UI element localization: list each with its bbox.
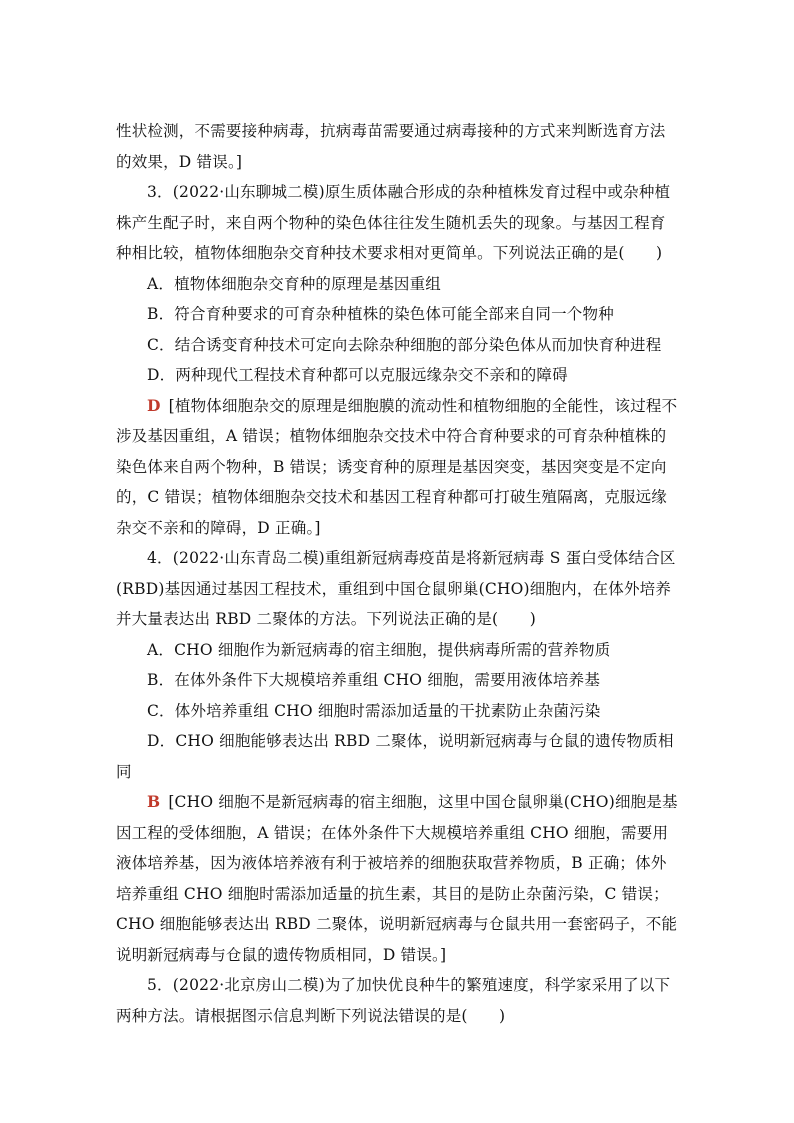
question-3-option-a: A．植物体细胞杂交育种的原理是基因重组: [147, 274, 441, 293]
question-5-stem: 5．(2022·北京房山二模)为了加快优良种牛的繁殖速度，科学家采用了以下两种方法。请根据图示信息判断下列说法错误的是( ): [116, 976, 671, 1025]
question-4-option-d: D．CHO 细胞能够表达出 RBD 二聚体，说明新冠病毒与仓鼠的遗传物质相同: [116, 732, 674, 781]
question-3-answer: D: [147, 395, 161, 415]
question-4-option-a: A．CHO 细胞作为新冠病毒的宿主细胞，提供病毒所需的营养物质: [147, 640, 611, 659]
question-3-option-b: B．符合育种要求的可育杂种植株的染色体可能全部来自同一个物种: [147, 305, 614, 323]
question-4-answer-block: [116, 787, 678, 970]
question-4-option-b: B．在体外条件下大规模培养重组 CHO 细胞，需要用液体培养基: [147, 671, 601, 689]
continuation-line-2: 的效果，D 错误。]: [116, 152, 243, 171]
document-page: [116, 116, 678, 1031]
question-3-answer-block: [116, 391, 678, 544]
continuation-line-1: 性状检测，不需要接种病毒，抗病毒苗需要通过病毒接种的方式来判断选育方法: [116, 122, 666, 140]
question-4-answer: B: [147, 792, 161, 811]
question-4-option-c: C．体外培养重组 CHO 细胞时需添加适量的干扰素防止杂菌污染: [147, 701, 601, 720]
question-3-explanation: [植物体细胞杂交的原理是细胞膜的流动性和植物细胞的全能性，该过程不涉及基因重组，A 错误；植物体细胞杂交技术中符合育种要求的可育杂种植株的染色体来自两个物种，B 错误；诱变育种的原理是基因突变，基因突变是不定向的，C 错误；植物体细胞杂交技术和基因工程育种都可打破生殖隔离，克服远缘杂交不亲和的障碍，D 正确。]: [116, 396, 678, 537]
question-3-option-c: C．结合诱变育种技术可定向去除杂种细胞的部分染色体从而加快育种进程: [147, 335, 662, 354]
question-3-option-d: D．两种现代工程技术育种都可以克服远缘杂交不亲和的障碍: [147, 366, 568, 384]
question-3-stem: 3．(2022·山东聊城二模)原生质体融合形成的杂种植株发育过程中或杂种植株产生配子时，来自两个物种的染色体往往发生随机丢失的现象。与基因工程育种相比较，植物体细胞杂交育种技术要求相对更简单。下列说法正确的是( ): [116, 183, 671, 262]
question-4-explanation: [CHO 细胞不是新冠病毒的宿主细胞，这里中国仓鼠卵巢(CHO)细胞是基因工程的受体细胞，A 错误；在体外条件下大规模培养重组 CHO 细胞，需要用液体培养基，因为液体培养液有利于被培养的细胞获取营养物质，B 正确；体外培养重组 CHO 细胞时需添加适量的抗生素，其目的是防止杂菌污染，C 错误；CHO 细胞能够表达出 RBD 二聚体，说明新冠病毒与仓鼠共用一套密码子，不能说明新冠病毒与仓鼠的遗传物质相同，D 错误。]: [116, 793, 678, 964]
continuation-text: [116, 116, 678, 177]
question-4-stem: 4．(2022·山东青岛二模)重组新冠病毒疫苗是将新冠病毒 S 蛋白受体结合区(RBD)基因通过基因工程技术，重组到中国仓鼠卵巢(CHO)细胞内，在体外培养并大量表达出 RBD 二聚体的方法。下列说法正确的是( ): [116, 549, 676, 628]
